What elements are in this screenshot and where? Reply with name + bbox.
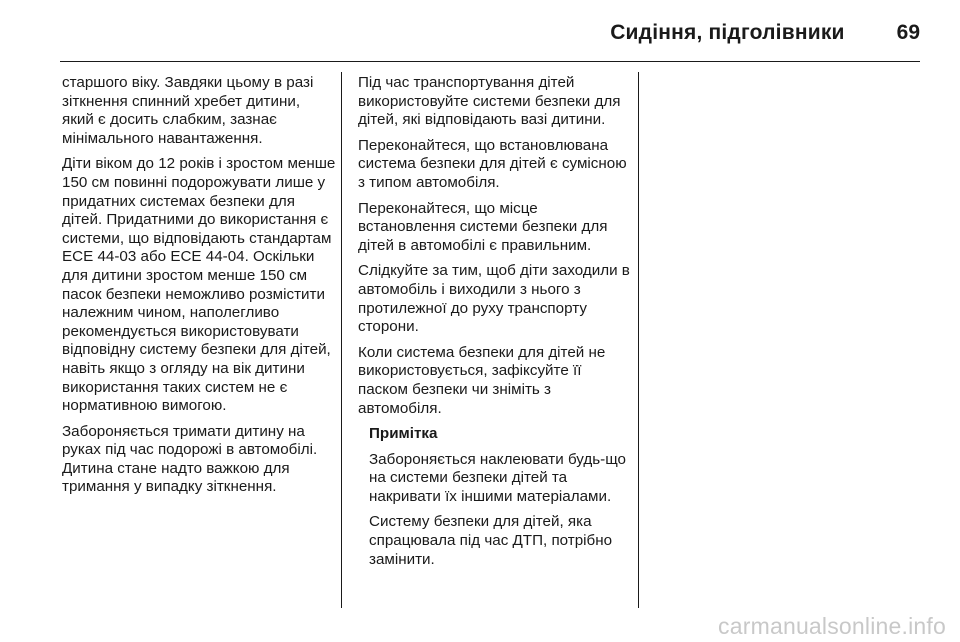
paragraph: Переконайтеся, що встановлювана система безпеки для дітей є сумісною з типом автомобіля. [358, 136, 627, 191]
page-number: 69 [896, 21, 920, 44]
watermark-link[interactable]: carmanualsonline.info [718, 613, 946, 639]
paragraph: Під час транспортування дітей використовуйте системи безпеки для дітей, які відповідають вазі дитини. [358, 74, 621, 129]
paragraph: Забороняється тримати дитину на руках під час подорожі в автомобілі. Дитина стане надто важкою для тримання у випадку зіткнення. [62, 422, 318, 496]
paragraph: Діти віком до 12 років і зростом менше 150 см повинні подорожувати лише у придатних системах безпеки для дітей. Придатними до використання є системи, що відповідають стандартам ЕСЕ 44-03 або ЕСЕ 44-04. Оскільки для дитини зростом менше 150 см пасок безпеки неможливо розмістити належним чином, наполегливо рекомендується використовувати відповідну систему безпеки для дітей, навіть якщо з огляду на вік дитини використання таких систем не є нормативною вимогою. [62, 155, 336, 415]
column-divider-right [638, 72, 639, 608]
paragraph: Коли система безпеки для дітей не використовується, зафіксуйте її паском безпеки чи зніміть з автомобіля. [358, 343, 606, 417]
note-paragraph: Систему безпеки для дітей, яка спрацювала під час ДТП, потрібно замінити. [369, 513, 613, 568]
column-divider-left [341, 72, 342, 608]
paragraph: старшого віку. Завдяки цьому в разі зіткнення спинний хребет дитини, який є досить слабким, зазнає мінімального навантаження. [62, 74, 314, 147]
paragraph: Переконайтеся, що місце встановлення системи безпеки для дітей в автомобілі є правильним. [358, 199, 608, 254]
note-box [369, 425, 630, 569]
note-title: Примітка [369, 425, 438, 443]
note-paragraph: Забороняється наклеювати будь-що на системи безпеки дітей та накривати їх іншими матеріалами. [369, 450, 626, 505]
header-divider [60, 61, 920, 62]
text-column-left [62, 74, 336, 504]
paragraph: Слідкуйте за тим, щоб діти заходили в автомобіль і виходили з нього з протилежної до руху транспорту сторони. [358, 262, 630, 336]
page-title: Сидіння, підголівники [610, 21, 845, 44]
text-column-middle [358, 74, 630, 576]
page-header [60, 16, 920, 50]
